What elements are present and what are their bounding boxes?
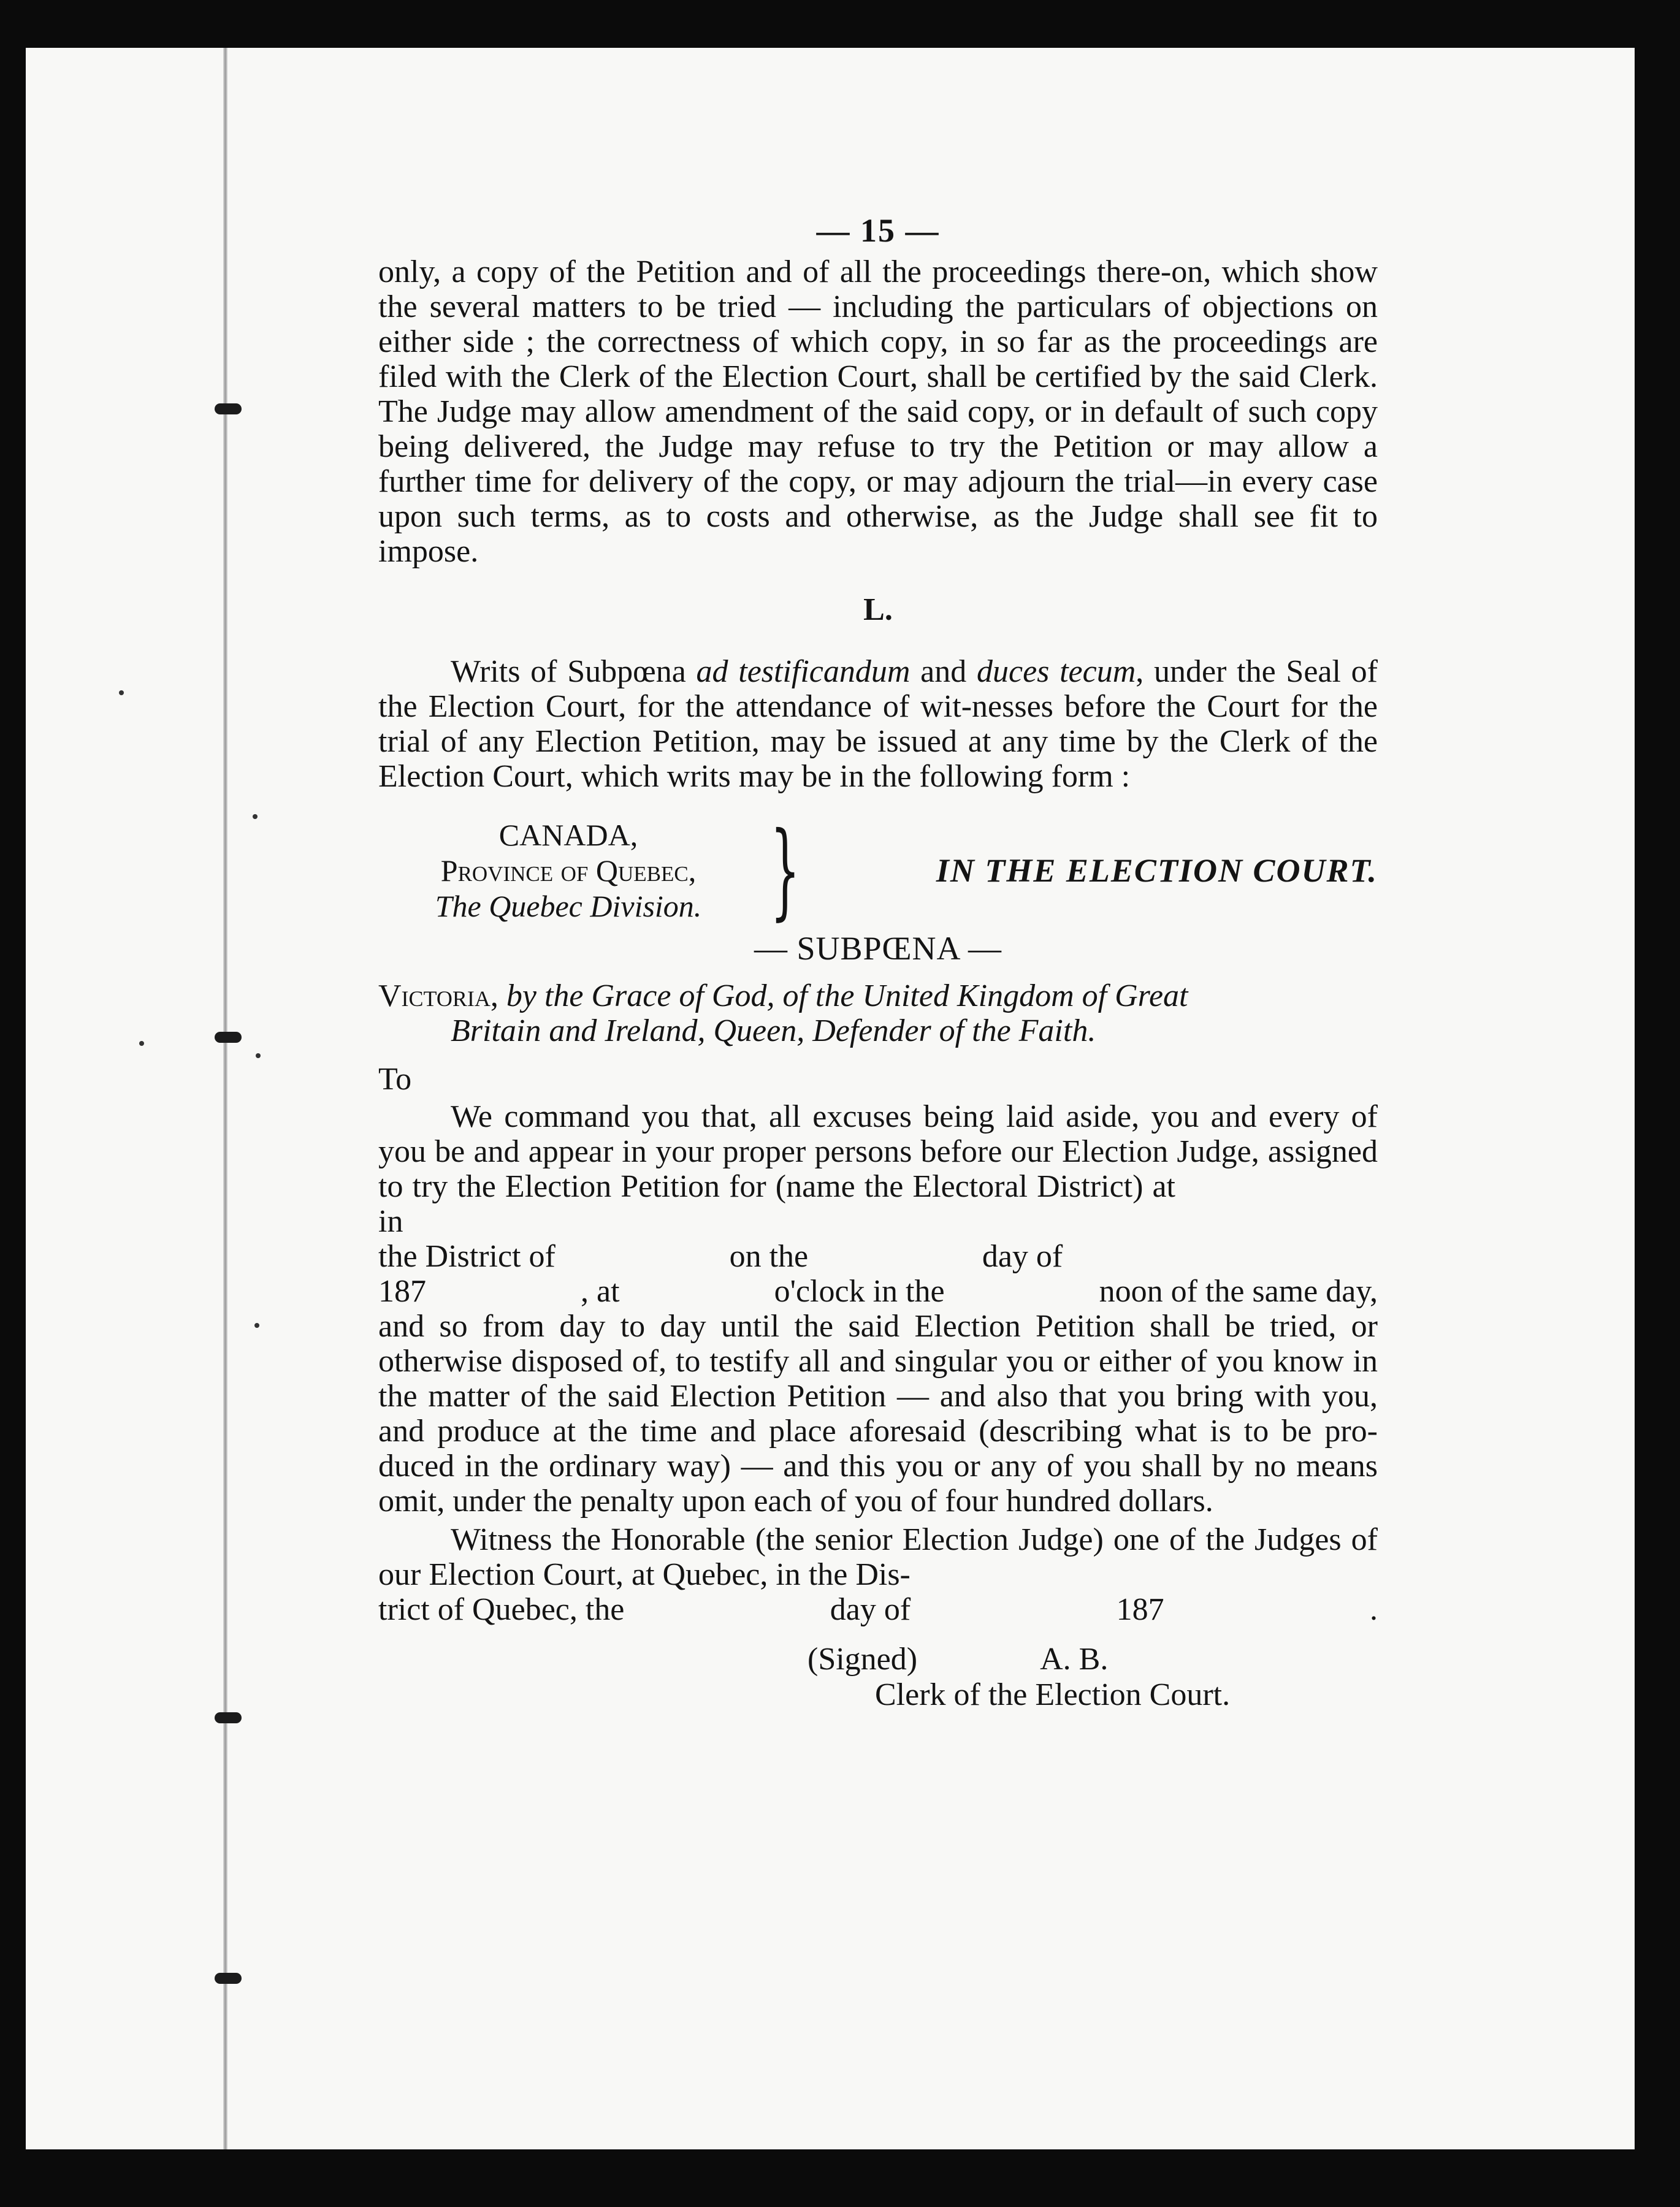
jurisdiction-country: CANADA, [498, 818, 638, 852]
addressee-label: To [378, 1062, 412, 1097]
witness-paragraph: Witness the Honorable (the senior Election Judge) one of the Judges of our Election Court, at Quebec, in the Dis- [378, 1522, 1378, 1592]
writs-text: , under the Seal of the Election Court, for the attendance of wit-nesses before the Court for the trial of any Election Petition, may be issued at any time by the Clerk of the Election Court, which writs may be in the following form : [378, 654, 1378, 794]
subpoena-title: — SUBPŒNA — [754, 930, 1002, 967]
court-title: IN THE ELECTION COURT. [936, 852, 1378, 889]
section-heading: L. [863, 592, 893, 627]
command-paragraph-cont: and so from day to day until the said Election Petition shall be tried, or otherwise disposed of, to testify all and singular you or either of you know in the matter of the said Election Petition — and also that you bring with you, and produce at the time and place aforesaid (describing what is to be pro-duced in the ordinary way) — and this you or any of you shall by no means omit, under the penalty upon each of you of four hundred dollars. [378, 1309, 1378, 1519]
scanned-page [26, 48, 1635, 2149]
speck [139, 1041, 144, 1046]
blank-row [378, 1274, 1378, 1309]
binding-stitch [215, 1032, 242, 1043]
sovereign-name: Victoria, [378, 978, 498, 1013]
blank-row [378, 1592, 1378, 1627]
blank-row [378, 1239, 1378, 1274]
signed-label: (Signed) [808, 1642, 918, 1677]
speck [119, 690, 124, 695]
command-text: 187 [378, 1274, 426, 1309]
signer-initials: A. B. [1040, 1642, 1109, 1677]
writs-text: Writs of Subpœna [451, 654, 697, 689]
command-text: day of [982, 1239, 1063, 1274]
command-text: on the [729, 1239, 809, 1274]
binding-stitch [215, 403, 242, 414]
command-text: , at [581, 1274, 620, 1309]
continuation-paragraph: only, a copy of the Petition and of all the proceedings there-on, which show the several matters to be tried — including the particulars of objections on either side ; the correctness of which copy, in so far as the proceedings are filed with the Clerk of the Election Court, shall be certified by the said Clerk. The Judge may allow amendment of the said copy, or in default of such copy being delivered, the Judge may refuse to try the Petition or may allow a further time for delivery of the copy, or may adjourn the trial—in every case upon such terms, as to costs and otherwise, as the Judge shall see fit to impose. [378, 254, 1378, 569]
command-text: We command you that, all excuses being laid aside, you and every of you be and appear in your proper persons before our Election Judge, assigned to try the Election Petition for (name the Electoral District) at [378, 1099, 1378, 1204]
brace: } [770, 810, 800, 931]
writs-italic-term: duces tecum [976, 654, 1136, 689]
writs-italic-term: ad testificandum [696, 654, 911, 689]
page-content [378, 213, 1378, 1713]
witness-text: day of [830, 1592, 911, 1627]
binding-edge [223, 48, 227, 2149]
witness-text: 187 [1116, 1592, 1164, 1627]
command-paragraph [378, 1099, 1378, 1239]
witness-text: . [1370, 1592, 1378, 1627]
command-text: o'clock in the [774, 1274, 945, 1309]
blank-space [1237, 1239, 1378, 1274]
command-text: the District of [378, 1239, 556, 1274]
signer-title: Clerk of the Election Court. [875, 1677, 1231, 1712]
binding-stitch [215, 1712, 242, 1723]
speck [254, 1323, 259, 1328]
speck [256, 1053, 261, 1058]
jurisdiction-division: The Quebec Division. [435, 889, 702, 923]
victoria-preamble [378, 978, 1378, 1048]
speck [253, 814, 258, 819]
jurisdiction-lines [378, 817, 758, 924]
writs-text: and [910, 654, 977, 689]
preamble-line: by the Grace of God, of the United Kingdom of Great [498, 978, 1188, 1013]
signature-block [378, 1642, 1378, 1713]
jurisdiction-block [378, 810, 1378, 931]
page-number: — 15 — [816, 212, 940, 249]
witness-text: trict of Quebec, the [378, 1592, 625, 1627]
writs-paragraph [378, 654, 1378, 794]
command-text: noon of the same day, [1099, 1274, 1378, 1309]
preamble-line: Britain and Ireland, Queen, Defender of the Faith. [451, 1013, 1096, 1048]
command-text: in [378, 1204, 403, 1239]
binding-stitch [215, 1973, 242, 1984]
jurisdiction-province: Province of Quebec, [440, 853, 697, 888]
